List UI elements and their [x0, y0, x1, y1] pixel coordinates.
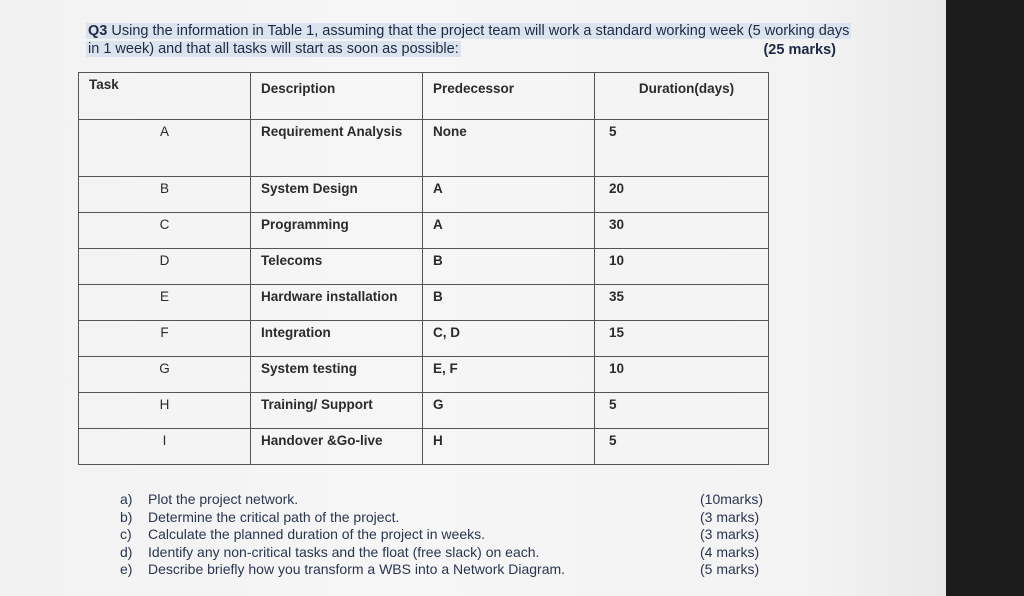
predecessor-cell: None — [423, 120, 595, 177]
duration-cell: 5 — [595, 120, 769, 177]
duration-cell: 5 — [595, 393, 769, 429]
predecessor-cell: H — [423, 429, 595, 465]
subquestion-letter: d) — [120, 543, 133, 560]
subquestion-text: Describe briefly how you transform a WBS into a Network Diagram. — [148, 561, 566, 577]
task-cell: G — [79, 357, 251, 393]
task-cell: A — [79, 120, 251, 177]
predecessor-cell: B — [423, 285, 595, 321]
subquestion-marks: (10marks) — [700, 491, 764, 507]
description-cell: Training/ Support — [251, 393, 423, 429]
subquestion-item — [120, 509, 780, 527]
subquestion-item — [120, 544, 780, 562]
description-cell: System testing — [251, 357, 423, 393]
subquestion-marks: (3 marks) — [700, 508, 760, 525]
header-task: Task — [79, 73, 251, 120]
description-cell: Handover &Go-live — [251, 429, 423, 465]
predecessor-cell: C, D — [423, 321, 595, 357]
table-row — [79, 429, 769, 465]
task-cell: D — [79, 249, 251, 285]
subquestion-text: Calculate the planned duration of the project in weeks. — [148, 526, 485, 542]
table-row — [79, 213, 769, 249]
description-cell: Hardware installation — [251, 285, 423, 321]
subquestion-marks: (3 marks) — [700, 526, 760, 542]
question-number: Q3 — [88, 23, 108, 39]
subquestion-item — [120, 561, 780, 579]
dark-background-edge — [946, 0, 1024, 596]
question-text-line2: in 1 week) and that all tasks will start as soon as possible: — [88, 41, 459, 57]
description-cell: Programming — [251, 213, 423, 249]
table-row — [79, 357, 769, 393]
predecessor-cell: A — [423, 177, 595, 213]
task-cell: E — [79, 285, 251, 321]
subquestion-marks: (5 marks) — [700, 561, 760, 577]
description-cell: System Design — [251, 177, 423, 213]
subquestion-text: Plot the project network. — [148, 491, 299, 507]
subquestion-text: Determine the critical path of the project. — [148, 508, 400, 525]
duration-cell: 5 — [595, 429, 769, 465]
task-cell: I — [79, 429, 251, 465]
header-predecessor: Predecessor — [423, 73, 595, 120]
table-row — [79, 285, 769, 321]
table-header-row — [79, 73, 769, 120]
duration-cell: 30 — [595, 213, 769, 249]
duration-cell: 10 — [595, 357, 769, 393]
description-cell: Integration — [251, 321, 423, 357]
question-marks: (25 marks) — [763, 42, 836, 58]
predecessor-cell: G — [423, 393, 595, 429]
table-row — [79, 249, 769, 285]
subquestion-item — [120, 491, 780, 509]
duration-cell: 15 — [595, 321, 769, 357]
subquestion-letter: c) — [120, 526, 132, 542]
duration-cell: 10 — [595, 249, 769, 285]
table-row — [79, 120, 769, 177]
duration-cell: 35 — [595, 285, 769, 321]
duration-cell: 20 — [595, 177, 769, 213]
predecessor-cell: E, F — [423, 357, 595, 393]
predecessor-cell: A — [423, 213, 595, 249]
header-description: Description — [251, 73, 423, 120]
table-row — [79, 393, 769, 429]
question-text-line1: Using the information in Table 1, assuming that the project team will work a standard working week (5 working days — [111, 23, 850, 39]
subquestion-list — [120, 491, 780, 579]
table-row — [79, 177, 769, 213]
predecessor-cell: B — [423, 249, 595, 285]
task-cell: B — [79, 177, 251, 213]
description-cell: Telecoms — [251, 249, 423, 285]
task-cell: F — [79, 321, 251, 357]
subquestion-letter: a) — [120, 491, 133, 507]
task-cell: H — [79, 393, 251, 429]
subquestion-marks: (4 marks) — [700, 543, 760, 560]
subquestion-letter: b) — [120, 508, 133, 525]
subquestion-letter: e) — [120, 561, 133, 577]
task-table — [78, 72, 769, 465]
header-duration: Duration(days) — [595, 73, 769, 120]
question-header — [86, 22, 876, 58]
subquestion-text: Identify any non-critical tasks and the float (free slack) on each. — [148, 543, 540, 560]
description-cell: Requirement Analysis — [251, 120, 423, 177]
subquestion-item — [120, 526, 780, 544]
task-cell: C — [79, 213, 251, 249]
table-row — [79, 321, 769, 357]
